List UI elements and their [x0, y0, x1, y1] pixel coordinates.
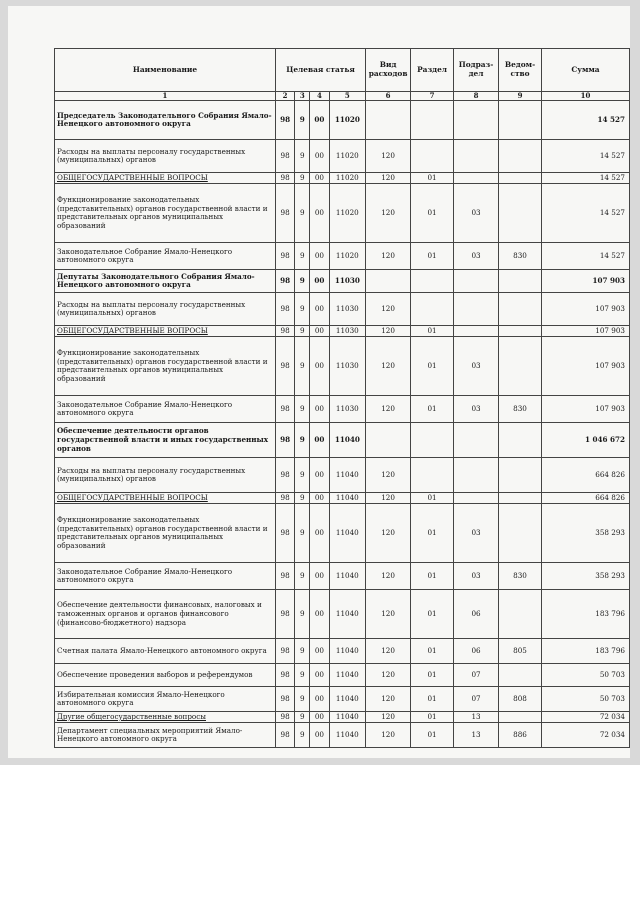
target-part1-cell: 98 — [275, 326, 294, 337]
header-target-article: Целевая статья — [275, 49, 365, 92]
target-code-cell: 11040 — [329, 590, 365, 639]
department-cell: 830 — [499, 396, 542, 423]
department-cell: 808 — [499, 687, 542, 712]
column-number: 6 — [366, 92, 411, 101]
subsection-cell: 13 — [454, 712, 499, 723]
expense-type-cell: 120 — [366, 687, 411, 712]
sum-cell: 14 527 — [541, 101, 629, 140]
section-cell — [411, 458, 454, 493]
budget-table-container — [54, 48, 630, 748]
subsection-cell: 06 — [454, 639, 499, 664]
table-row — [55, 270, 630, 293]
target-code-cell: 11020 — [329, 140, 365, 173]
department-cell — [499, 173, 542, 184]
table-row — [55, 712, 630, 723]
expense-type-cell: 120 — [366, 396, 411, 423]
section-cell — [411, 140, 454, 173]
sum-cell: 72 034 — [541, 712, 629, 723]
target-part1-cell: 98 — [275, 712, 294, 723]
target-code-cell: 11030 — [329, 337, 365, 396]
target-part1-cell: 98 — [275, 140, 294, 173]
target-part2-cell: 9 — [295, 687, 310, 712]
target-part2-cell: 9 — [295, 664, 310, 687]
target-code-cell: 11040 — [329, 458, 365, 493]
sum-cell: 107 903 — [541, 337, 629, 396]
target-part3-cell: 00 — [310, 243, 329, 270]
table-row — [55, 639, 630, 664]
target-part2-cell: 9 — [295, 101, 310, 140]
table-body — [55, 101, 630, 748]
header-department: Ведом-ство — [499, 49, 542, 92]
section-cell: 01 — [411, 504, 454, 563]
table-row — [55, 563, 630, 590]
target-part3-cell: 00 — [310, 493, 329, 504]
target-part2-cell: 9 — [295, 173, 310, 184]
subsection-cell: 07 — [454, 664, 499, 687]
target-part1-cell: 98 — [275, 639, 294, 664]
subsection-cell — [454, 101, 499, 140]
target-code-cell: 11030 — [329, 326, 365, 337]
target-part2-cell: 9 — [295, 243, 310, 270]
target-part2-cell: 9 — [295, 504, 310, 563]
target-part1-cell: 98 — [275, 423, 294, 458]
target-code-cell: 11040 — [329, 639, 365, 664]
expense-type-cell: 120 — [366, 712, 411, 723]
row-name-cell: ОБЩЕГОСУДАРСТВЕННЫЕ ВОПРОСЫ — [55, 326, 276, 337]
department-cell: 830 — [499, 243, 542, 270]
subsection-cell: 07 — [454, 687, 499, 712]
target-part1-cell: 98 — [275, 563, 294, 590]
target-part3-cell: 00 — [310, 458, 329, 493]
expense-type-cell: 120 — [366, 458, 411, 493]
department-cell — [499, 664, 542, 687]
expense-type-cell: 120 — [366, 504, 411, 563]
column-number-row — [55, 92, 630, 101]
subsection-cell: 03 — [454, 563, 499, 590]
target-part2-cell: 9 — [295, 590, 310, 639]
target-part2-cell: 9 — [295, 723, 310, 748]
target-code-cell: 11040 — [329, 664, 365, 687]
table-row — [55, 723, 630, 748]
expense-type-cell: 120 — [366, 293, 411, 326]
section-cell — [411, 270, 454, 293]
table-row — [55, 184, 630, 243]
row-name-cell: Счетная палата Ямало-Ненецкого автономного округа — [55, 639, 276, 664]
department-cell — [499, 493, 542, 504]
sum-cell: 107 903 — [541, 326, 629, 337]
section-cell — [411, 293, 454, 326]
column-number: 10 — [541, 92, 629, 101]
target-code-cell: 11040 — [329, 493, 365, 504]
expense-type-cell: 120 — [366, 493, 411, 504]
target-part1-cell: 98 — [275, 337, 294, 396]
department-cell — [499, 293, 542, 326]
table-row — [55, 664, 630, 687]
row-name-cell: Расходы на выплаты персоналу государственных (муниципальных) органов — [55, 293, 276, 326]
row-name-cell: Другие общегосударственные вопросы — [55, 712, 276, 723]
table-row — [55, 493, 630, 504]
row-name-cell: Избирательная комиссия Ямало-Ненецкого автономного округа — [55, 687, 276, 712]
target-part2-cell: 9 — [295, 493, 310, 504]
header-expense-type: Вид расходов — [366, 49, 411, 92]
target-part1-cell: 98 — [275, 504, 294, 563]
target-part3-cell: 00 — [310, 563, 329, 590]
department-cell — [499, 326, 542, 337]
target-part2-cell: 9 — [295, 184, 310, 243]
target-part2-cell: 9 — [295, 326, 310, 337]
row-name-cell: Функционирование законодательных (представительных) органов государственной власти и представительных органов муниципальных образований — [55, 184, 276, 243]
row-name-cell: Законодательное Собрание Ямало-Ненецкого автономного округа — [55, 243, 276, 270]
target-part1-cell: 98 — [275, 293, 294, 326]
sum-cell: 358 293 — [541, 504, 629, 563]
target-part1-cell: 98 — [275, 396, 294, 423]
subsection-cell: 03 — [454, 396, 499, 423]
header-section: Раздел — [411, 49, 454, 92]
target-code-cell: 11040 — [329, 712, 365, 723]
subsection-cell — [454, 270, 499, 293]
target-part1-cell: 98 — [275, 184, 294, 243]
table-row — [55, 590, 630, 639]
department-cell — [499, 337, 542, 396]
column-number: 2 — [275, 92, 294, 101]
table-row — [55, 423, 630, 458]
sum-cell: 107 903 — [541, 293, 629, 326]
table-row — [55, 293, 630, 326]
expense-type-cell: 120 — [366, 326, 411, 337]
sum-cell: 72 034 — [541, 723, 629, 748]
target-part3-cell: 00 — [310, 184, 329, 243]
expense-type-cell: 120 — [366, 563, 411, 590]
section-cell: 01 — [411, 184, 454, 243]
department-cell — [499, 712, 542, 723]
target-part3-cell: 00 — [310, 140, 329, 173]
target-part2-cell: 9 — [295, 712, 310, 723]
subsection-cell — [454, 173, 499, 184]
section-cell: 01 — [411, 563, 454, 590]
subsection-cell: 13 — [454, 723, 499, 748]
target-part1-cell: 98 — [275, 493, 294, 504]
subsection-cell: 03 — [454, 504, 499, 563]
target-part2-cell: 9 — [295, 458, 310, 493]
department-cell: 805 — [499, 639, 542, 664]
target-part3-cell: 00 — [310, 590, 329, 639]
expense-type-cell: 120 — [366, 590, 411, 639]
row-name-cell: Расходы на выплаты персоналу государственных (муниципальных) органов — [55, 458, 276, 493]
target-part3-cell: 00 — [310, 712, 329, 723]
target-part2-cell: 9 — [295, 563, 310, 590]
section-cell: 01 — [411, 687, 454, 712]
header-row — [55, 49, 630, 92]
target-code-cell: 11020 — [329, 243, 365, 270]
section-cell: 01 — [411, 590, 454, 639]
target-code-cell: 11040 — [329, 423, 365, 458]
row-name-cell: Депутаты Законодательного Собрания Ямало-Ненецкого автономного округа — [55, 270, 276, 293]
target-part1-cell: 98 — [275, 687, 294, 712]
sum-cell: 1 046 672 — [541, 423, 629, 458]
department-cell: 886 — [499, 723, 542, 748]
target-part2-cell: 9 — [295, 396, 310, 423]
target-part3-cell: 00 — [310, 326, 329, 337]
row-name-cell: ОБЩЕГОСУДАРСТВЕННЫЕ ВОПРОСЫ — [55, 493, 276, 504]
target-part2-cell: 9 — [295, 293, 310, 326]
expense-type-cell: 120 — [366, 173, 411, 184]
target-part3-cell: 00 — [310, 687, 329, 712]
row-name-cell: ОБЩЕГОСУДАРСТВЕННЫЕ ВОПРОСЫ — [55, 173, 276, 184]
target-part1-cell: 98 — [275, 723, 294, 748]
target-part3-cell: 00 — [310, 423, 329, 458]
target-part3-cell: 00 — [310, 270, 329, 293]
sum-cell: 14 527 — [541, 243, 629, 270]
section-cell: 01 — [411, 723, 454, 748]
expense-type-cell: 120 — [366, 140, 411, 173]
target-code-cell: 11030 — [329, 270, 365, 293]
section-cell: 01 — [411, 664, 454, 687]
row-name-cell: Функционирование законодательных (представительных) органов государственной власти и представительных органов муниципальных образований — [55, 504, 276, 563]
subsection-cell — [454, 140, 499, 173]
sum-cell: 358 293 — [541, 563, 629, 590]
table-row — [55, 396, 630, 423]
table-row — [55, 504, 630, 563]
sum-cell: 14 527 — [541, 140, 629, 173]
header-sum: Сумма — [541, 49, 629, 92]
table-row — [55, 337, 630, 396]
table-row — [55, 173, 630, 184]
section-cell: 01 — [411, 326, 454, 337]
subsection-cell: 03 — [454, 184, 499, 243]
sum-cell: 50 703 — [541, 687, 629, 712]
target-part2-cell: 9 — [295, 423, 310, 458]
row-name-cell: Обеспечение деятельности финансовых, налоговых и таможенных органов и органов финансового (финансово-бюджетного) надзора — [55, 590, 276, 639]
section-cell: 01 — [411, 396, 454, 423]
target-part1-cell: 98 — [275, 458, 294, 493]
sum-cell: 14 527 — [541, 173, 629, 184]
expense-type-cell: 120 — [366, 639, 411, 664]
target-code-cell: 11030 — [329, 293, 365, 326]
expense-type-cell — [366, 270, 411, 293]
target-part3-cell: 00 — [310, 101, 329, 140]
target-part1-cell: 98 — [275, 243, 294, 270]
subsection-cell: 03 — [454, 243, 499, 270]
target-code-cell: 11020 — [329, 101, 365, 140]
target-part1-cell: 98 — [275, 173, 294, 184]
target-code-cell: 11040 — [329, 504, 365, 563]
row-name-cell: Департамент специальных мероприятий Ямало-Ненецкого автономного округа — [55, 723, 276, 748]
column-number: 1 — [55, 92, 276, 101]
department-cell: 830 — [499, 563, 542, 590]
subsection-cell — [454, 423, 499, 458]
sum-cell: 664 826 — [541, 458, 629, 493]
department-cell — [499, 270, 542, 293]
sum-cell: 107 903 — [541, 396, 629, 423]
section-cell: 01 — [411, 243, 454, 270]
target-part1-cell: 98 — [275, 101, 294, 140]
expense-type-cell — [366, 423, 411, 458]
section-cell: 01 — [411, 493, 454, 504]
section-cell: 01 — [411, 712, 454, 723]
target-part1-cell: 98 — [275, 664, 294, 687]
table-row — [55, 101, 630, 140]
sum-cell: 107 903 — [541, 270, 629, 293]
row-name-cell: Обеспечение проведения выборов и референдумов — [55, 664, 276, 687]
department-cell — [499, 140, 542, 173]
target-part3-cell: 00 — [310, 639, 329, 664]
row-name-cell: Функционирование законодательных (представительных) органов государственной власти и представительных органов муниципальных образований — [55, 337, 276, 396]
table-row — [55, 326, 630, 337]
column-number: 3 — [295, 92, 310, 101]
table-row — [55, 243, 630, 270]
table-row — [55, 140, 630, 173]
column-number: 7 — [411, 92, 454, 101]
subsection-cell: 03 — [454, 337, 499, 396]
target-part3-cell: 00 — [310, 396, 329, 423]
table-row — [55, 458, 630, 493]
department-cell — [499, 184, 542, 243]
expense-type-cell: 120 — [366, 337, 411, 396]
department-cell — [499, 101, 542, 140]
target-part1-cell: 98 — [275, 590, 294, 639]
row-name-cell: Законодательное Собрание Ямало-Ненецкого автономного округа — [55, 396, 276, 423]
target-code-cell: 11020 — [329, 184, 365, 243]
target-code-cell: 11040 — [329, 563, 365, 590]
target-part3-cell: 00 — [310, 173, 329, 184]
subsection-cell — [454, 458, 499, 493]
target-part3-cell: 00 — [310, 337, 329, 396]
expense-type-cell: 120 — [366, 723, 411, 748]
section-cell: 01 — [411, 173, 454, 184]
target-part2-cell: 9 — [295, 639, 310, 664]
department-cell — [499, 458, 542, 493]
row-name-cell: Расходы на выплаты персоналу государственных (муниципальных) органов — [55, 140, 276, 173]
target-code-cell: 11040 — [329, 687, 365, 712]
department-cell — [499, 504, 542, 563]
section-cell: 01 — [411, 337, 454, 396]
header-subsection: Подраз-дел — [454, 49, 499, 92]
sum-cell: 50 703 — [541, 664, 629, 687]
target-code-cell: 11030 — [329, 396, 365, 423]
sum-cell: 183 796 — [541, 639, 629, 664]
department-cell — [499, 423, 542, 458]
target-part3-cell: 00 — [310, 723, 329, 748]
section-cell — [411, 101, 454, 140]
column-number: 9 — [499, 92, 542, 101]
target-part3-cell: 00 — [310, 293, 329, 326]
department-cell — [499, 590, 542, 639]
expense-type-cell: 120 — [366, 664, 411, 687]
subsection-cell — [454, 326, 499, 337]
subsection-cell: 06 — [454, 590, 499, 639]
column-number: 8 — [454, 92, 499, 101]
subsection-cell — [454, 493, 499, 504]
section-cell — [411, 423, 454, 458]
row-name-cell: Председатель Законодательного Собрания Ямало-Ненецкого автономного округа — [55, 101, 276, 140]
target-part3-cell: 00 — [310, 504, 329, 563]
subsection-cell — [454, 293, 499, 326]
expense-type-cell: 120 — [366, 184, 411, 243]
budget-table — [54, 48, 630, 748]
target-part2-cell: 9 — [295, 270, 310, 293]
expense-type-cell — [366, 101, 411, 140]
target-code-cell: 11020 — [329, 173, 365, 184]
sum-cell: 183 796 — [541, 590, 629, 639]
target-part2-cell: 9 — [295, 140, 310, 173]
table-row — [55, 687, 630, 712]
row-name-cell: Законодательное Собрание Ямало-Ненецкого автономного округа — [55, 563, 276, 590]
column-number: 5 — [329, 92, 365, 101]
target-code-cell: 11040 — [329, 723, 365, 748]
target-part1-cell: 98 — [275, 270, 294, 293]
target-part3-cell: 00 — [310, 664, 329, 687]
row-name-cell: Обеспечение деятельности органов государственной власти и иных государственных органов — [55, 423, 276, 458]
target-part2-cell: 9 — [295, 337, 310, 396]
section-cell: 01 — [411, 639, 454, 664]
header-name: Наименование — [55, 49, 276, 92]
sum-cell: 14 527 — [541, 184, 629, 243]
sum-cell: 664 826 — [541, 493, 629, 504]
expense-type-cell: 120 — [366, 243, 411, 270]
column-number: 4 — [310, 92, 329, 101]
